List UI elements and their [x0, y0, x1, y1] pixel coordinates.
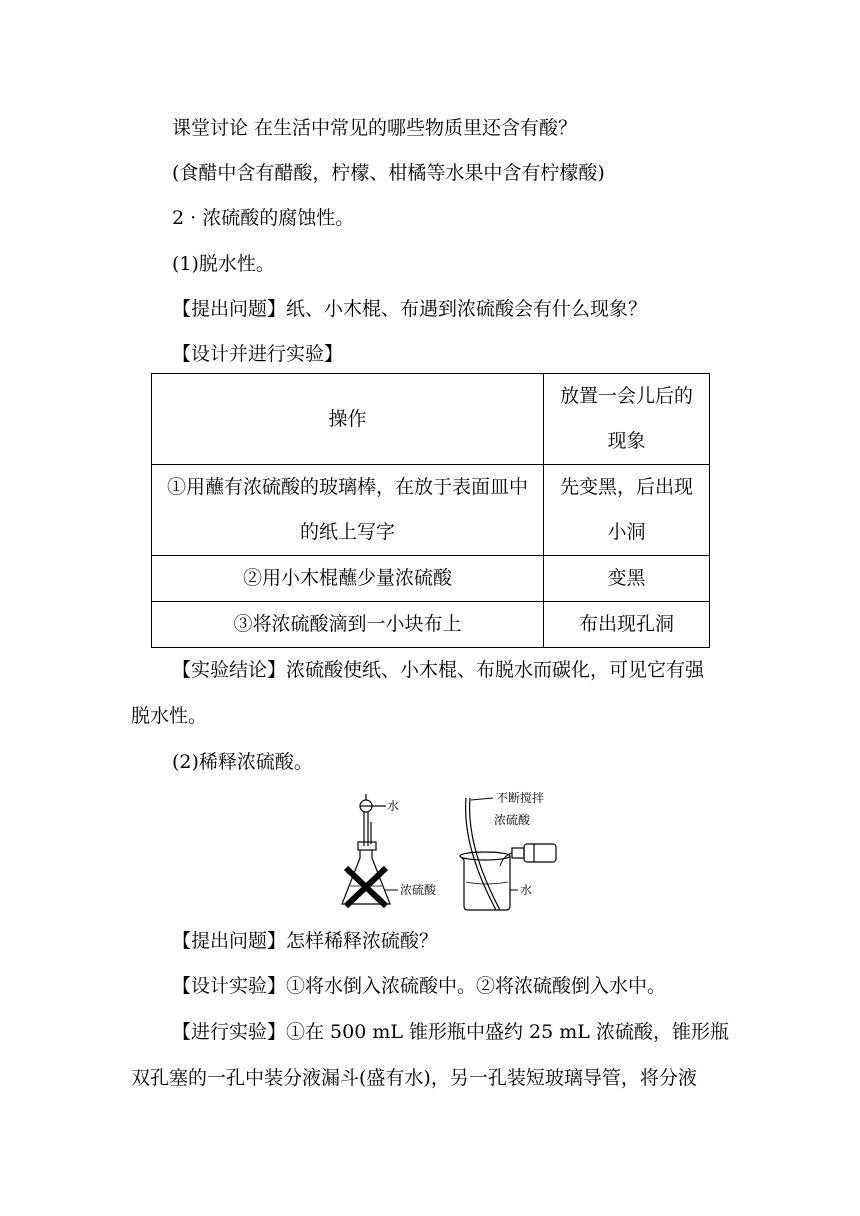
design-paragraph: 【设计实验】①将水倒入浓硫酸中。②将浓硫酸倒入水中。 [172, 975, 667, 997]
table-cell-operation [152, 465, 544, 556]
subsection-heading: (1)脱水性。 [172, 253, 275, 275]
prohibited-x-mark [346, 868, 386, 906]
table-row [152, 465, 710, 556]
table-cell-operation: ③将浓硫酸滴到一小块布上 [152, 602, 544, 648]
header-obs-line: 现象 [607, 430, 646, 452]
discussion-paragraph: 课堂讨论 在生活中常见的哪些物质里还含有酸？ [172, 117, 578, 139]
label-acid-right: 浓硫酸 [494, 813, 531, 827]
procedure-paragraph: 【进行实验】①在 500 mL 锥形瓶中盛约 25 mL 浓硫酸，锥形瓶 [172, 1021, 729, 1043]
table-header-row [152, 374, 710, 465]
subsection-heading-dilution: (2)稀释浓硫酸。 [172, 751, 313, 773]
question-paragraph-dilution: 【提出问题】怎样稀释浓硫酸？ [172, 930, 439, 952]
cell-line: 小洞 [607, 521, 646, 543]
cell-line: 先变黑，后出现 [559, 476, 693, 498]
table-cell-operation: ②用小木棍蘸少量浓硫酸 [152, 556, 544, 602]
section-heading: 2 · 浓硫酸的腐蚀性。 [172, 207, 355, 229]
acid-bottle-illustration [500, 844, 556, 866]
procedure-paragraph-continued: 双孔塞的一孔中装分液漏斗(盛有水)，另一孔装短玻璃导管，将分液 [131, 1067, 697, 1089]
table-row [152, 556, 710, 602]
conclusion-paragraph-continued: 脱水性。 [131, 705, 208, 727]
experiment-design-heading: 【设计并进行实验】 [172, 343, 344, 365]
question-paragraph: 【提出问题】纸、小木棍、布遇到浓硫酸会有什么现象？ [172, 298, 648, 320]
table-header-observation [544, 374, 710, 465]
table-cell-observation [544, 465, 710, 556]
cell-line: 的纸上写字 [299, 521, 395, 543]
table-cell-observation: 布出现孔洞 [544, 602, 710, 648]
label-acid-left: 浓硫酸 [400, 883, 437, 897]
table-cell-observation: 变黑 [544, 556, 710, 602]
discussion-answer: (食醋中含有醋酸，柠檬、柑橘等水果中含有柠檬酸) [172, 162, 605, 184]
header-obs-line: 放置一会儿后的 [559, 385, 693, 407]
table-header-operation: 操作 [152, 374, 544, 465]
label-water-left: 水 [387, 799, 400, 813]
cell-line: ①用蘸有浓硫酸的玻璃棒，在放于表面皿中 [166, 476, 528, 498]
label-stirring: 不断搅拌 [496, 791, 545, 805]
conclusion-paragraph: 【实验结论】浓硫酸使纸、小木棍、布脱水而碳化，可见它有强 [172, 659, 705, 681]
experiment-table [151, 373, 710, 648]
table-row [152, 602, 710, 648]
label-water-right: 水 [520, 883, 533, 897]
dilution-figure [338, 786, 560, 916]
beaker-illustration [460, 852, 518, 910]
